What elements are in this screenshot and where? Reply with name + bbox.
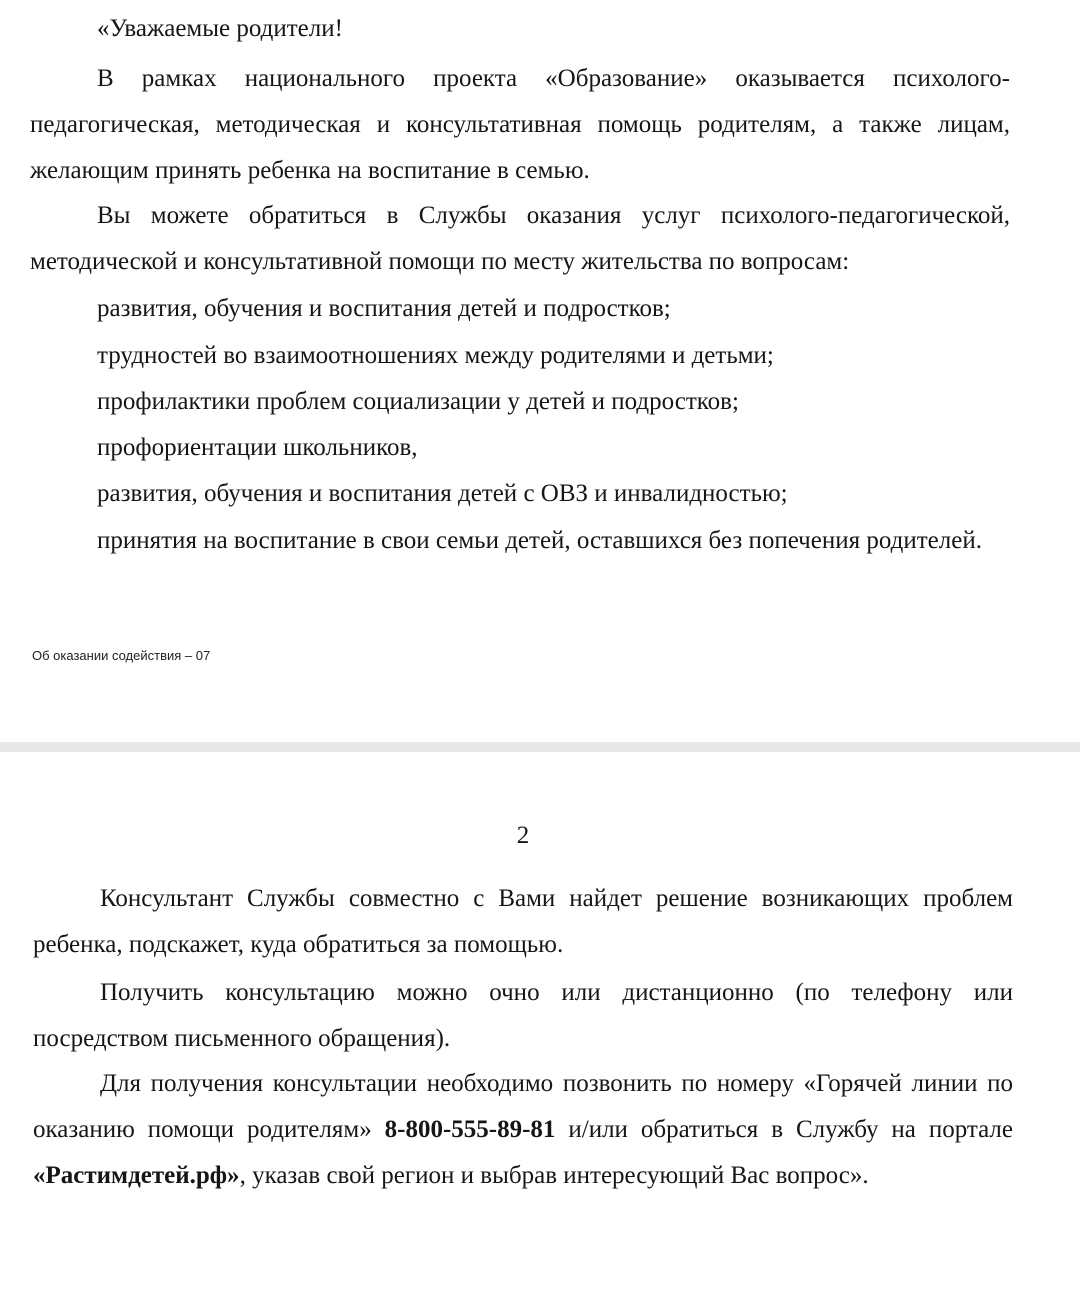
hotline-text-end: , указав свой регион и выбрав интересующий Вас вопрос».: [239, 1162, 869, 1189]
consultation-mode-paragraph: Получить консультацию можно очно или дистанционно (по телефону или посредством письменного обращения).: [33, 979, 1013, 1052]
topic-item: профилактики проблем социализации у детей и подростков;: [97, 388, 739, 415]
portal-name: «Растимдетей.рф»: [33, 1162, 240, 1189]
intro-paragraph: В рамках национального проекта «Образование» оказывается психолого-педагогическая, методическая и консультативная помощь родителям, а также лицам, желающим принять ребенка на воспитание в семью.: [30, 65, 1010, 184]
hotline-phone: 8-800-555-89-81: [384, 1116, 556, 1143]
document-page-2: [0, 752, 1080, 1291]
page-number: 2: [516, 822, 530, 849]
topic-item: принятия на воспитание в свои семьи детей, оставшихся без попечения родителей.: [97, 527, 982, 554]
hotline-paragraph: [33, 1061, 1013, 1199]
topic-item: развития, обучения и воспитания детей с ОВЗ и инвалидностью;: [97, 480, 788, 507]
topic-item: трудностей во взаимоотношениях между родителями и детьми;: [97, 342, 774, 369]
topic-item: развития, обучения и воспитания детей и подростков;: [97, 295, 671, 322]
topic-item: профориентации школьников,: [97, 434, 418, 461]
hotline-text: Для получения консультации необходимо позвонить по номеру «Горячей линии по оказанию помощи родителям»: [33, 1070, 1013, 1143]
consultant-paragraph: Консультант Службы совместно с Вами найдет решение возникающих проблем ребенка, подскажет, куда обратиться за помощью.: [33, 885, 1013, 958]
page-separator: [0, 742, 1080, 752]
services-paragraph: Вы можете обратиться в Службы оказания услуг психолого-педагогической, методической и консультативной помощи по месту жительства по вопросам:: [30, 202, 1010, 275]
hotline-text-continued: и/или обратиться в Службу на портале: [555, 1116, 1013, 1143]
greeting: «Уважаемые родители!: [97, 15, 343, 42]
document-footer: Об оказании содействия – 07: [32, 648, 211, 663]
